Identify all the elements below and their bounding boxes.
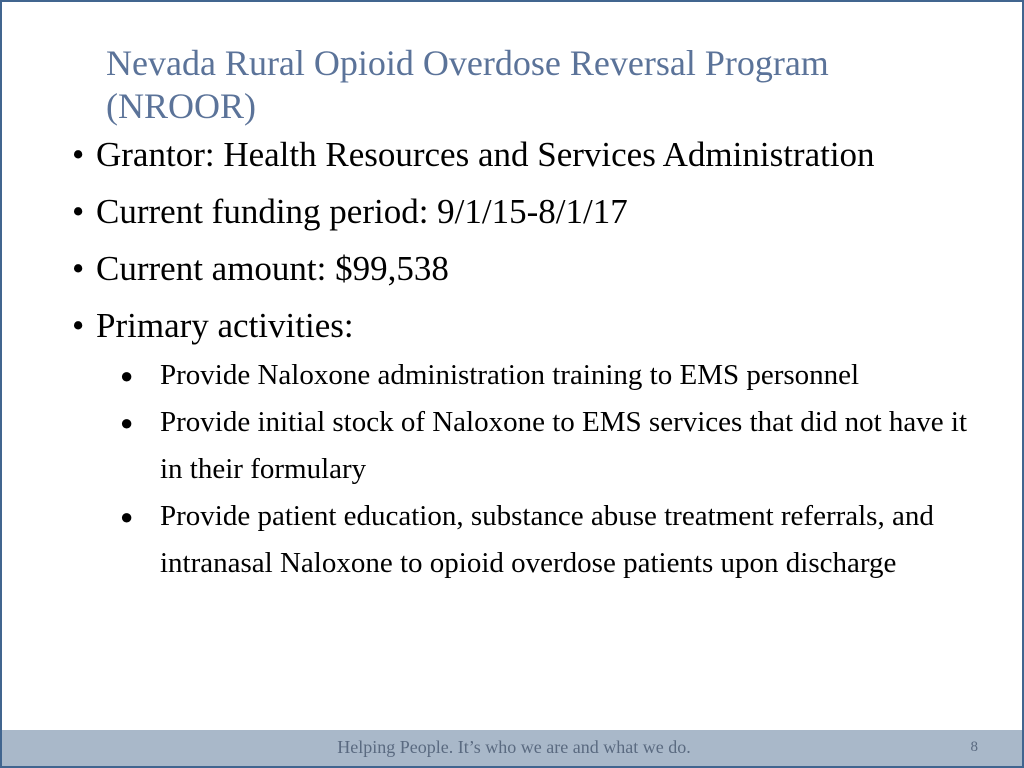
sub-bullet-item: [120, 493, 970, 587]
bullet-dot-icon: •: [72, 306, 85, 345]
bullet-dot-icon: •: [72, 249, 85, 288]
sub-bullet-text: Provide initial stock of Naloxone to EMS services that did not have it in their formulary: [160, 406, 968, 485]
sub-bullet-dot-icon: ●: [120, 363, 134, 388]
sub-bullet-dot-icon: ●: [120, 410, 134, 435]
sub-bullet-dot-icon: ●: [120, 504, 134, 529]
slide-title: Nevada Rural Opioid Overdose Reversal Program (NROOR): [106, 43, 829, 126]
sub-bullet-item: [120, 399, 970, 493]
footer-bar: [2, 730, 1022, 766]
bullet-item: [72, 189, 1002, 235]
bullet-text: Primary activities:: [96, 306, 354, 345]
sub-bullet-text: Provide Naloxone administration training to EMS personnel: [160, 359, 860, 391]
bullet-dot-icon: •: [72, 135, 85, 174]
bullet-item: [72, 246, 1002, 292]
bullet-text: Current funding period: 9/1/15-8/1/17: [96, 192, 628, 231]
bullet-item: [72, 303, 1002, 349]
bullet-dot-icon: •: [72, 192, 85, 231]
sub-bullet-list: [120, 352, 970, 587]
bullet-list: [72, 132, 1002, 360]
page-number: 8: [970, 739, 978, 755]
footer-tagline: Helping People. It’s who we are and what we do.: [337, 737, 691, 757]
bullet-text: Grantor: Health Resources and Services Administration: [96, 135, 875, 174]
sub-bullet-text: Provide patient education, substance abuse treatment referrals, and intranasal Naloxone to opioid overdose patients upon discharge: [160, 500, 934, 579]
bullet-text: Current amount: $99,538: [96, 249, 449, 288]
bullet-item: [72, 132, 1002, 178]
sub-bullet-item: [120, 352, 970, 399]
